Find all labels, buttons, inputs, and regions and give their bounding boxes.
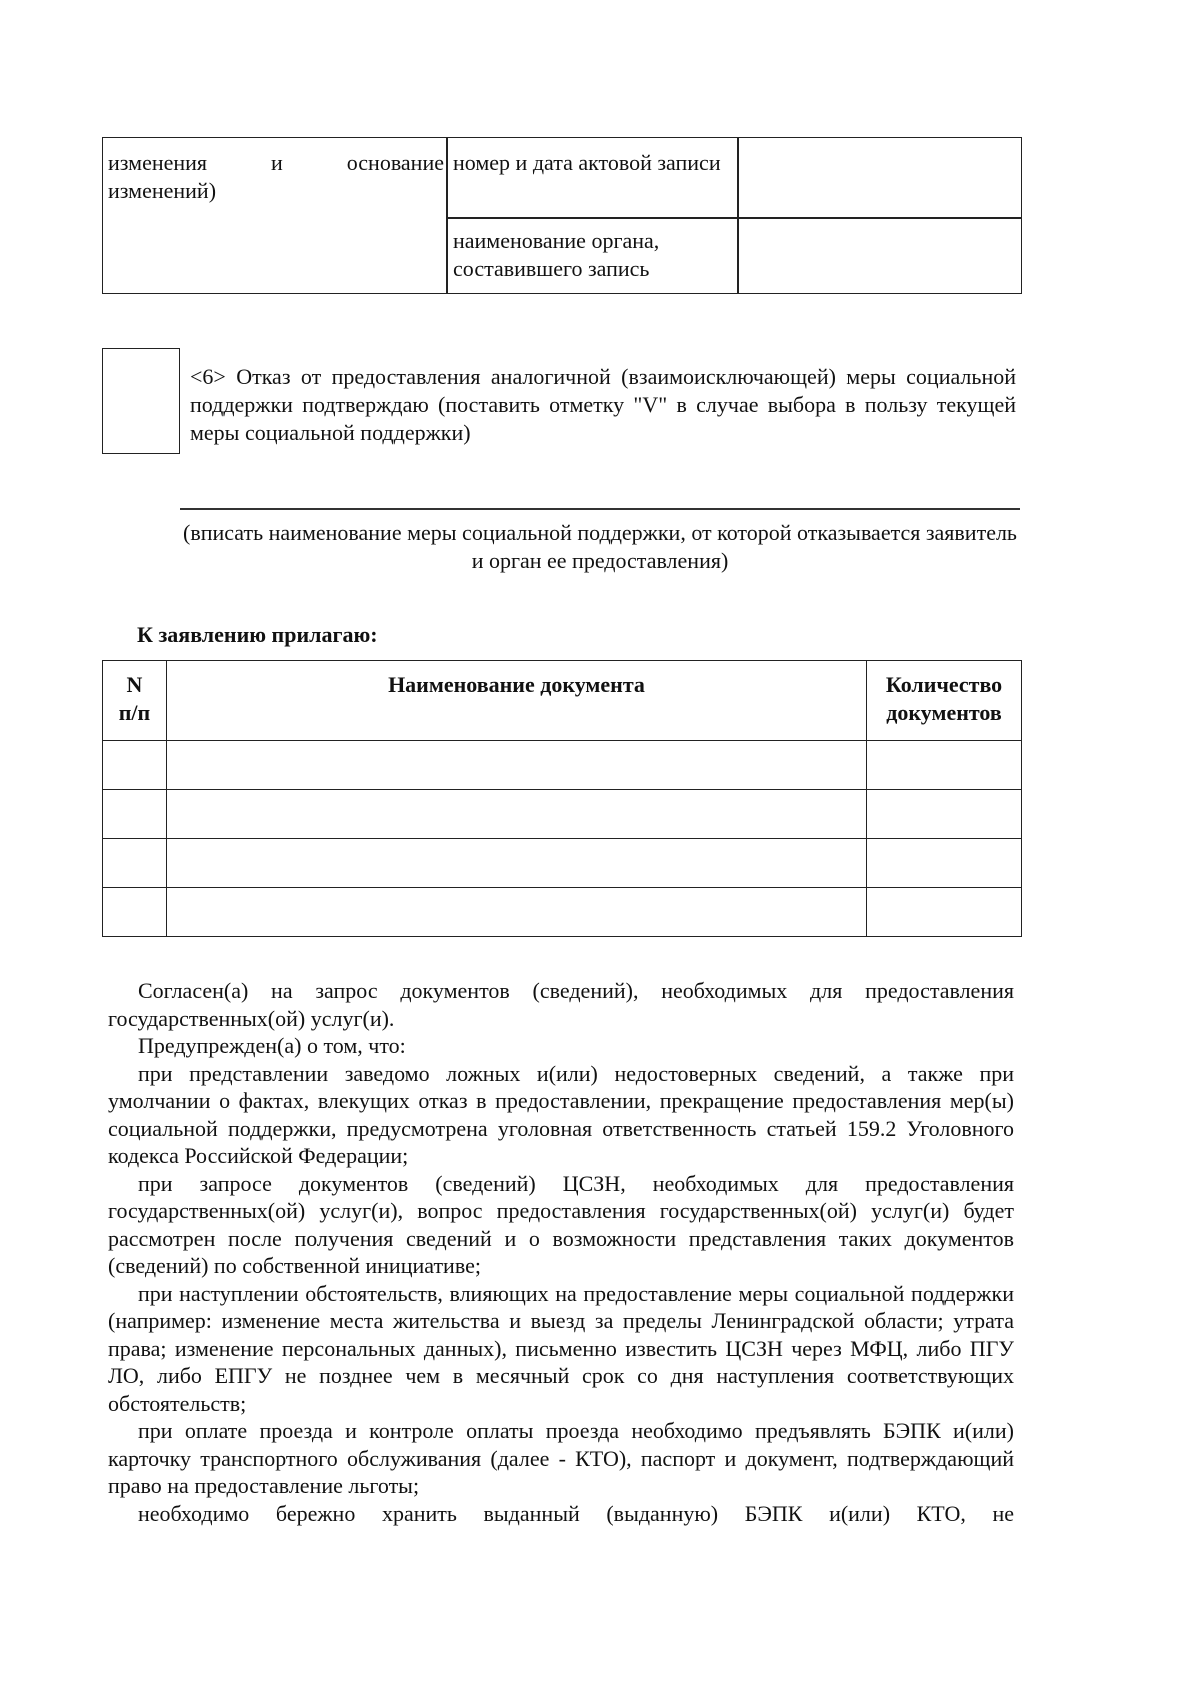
document-name-cell[interactable] bbox=[166, 839, 866, 888]
table-divider bbox=[446, 217, 1021, 219]
warning-paragraph: при запросе документов (сведений) ЦСЗН, необходимых для предоставления государственных(ой) услуг(и), вопрос предоставления государственных(ой) услуг(и) будет рассмотрен после получения сведений и о возможности представления таких документов (сведений) по собственной инициативе; bbox=[108, 1170, 1014, 1278]
table-header-row bbox=[103, 661, 1022, 741]
attachments-heading: К заявлению прилагаю: bbox=[137, 622, 378, 647]
document-name-cell[interactable] bbox=[166, 741, 866, 790]
row-number-cell[interactable] bbox=[103, 839, 167, 888]
warning-intro: Предупрежден(а) о том, что: bbox=[138, 1033, 406, 1058]
change-record-table bbox=[102, 137, 1022, 294]
table-row bbox=[103, 888, 1022, 937]
refusal-checkbox[interactable] bbox=[102, 348, 180, 454]
table-row bbox=[103, 839, 1022, 888]
refusal-caption: (вписать наименование меры социальной поддержки, от которой отказывается заявитель и орган ее предоставления) bbox=[183, 520, 1017, 573]
registry-office-label: наименование органа, составившего запись bbox=[453, 228, 660, 281]
table-divider bbox=[446, 138, 448, 293]
change-basis-word: и bbox=[271, 150, 283, 175]
refusal-fill-line[interactable] bbox=[180, 508, 1020, 510]
column-header-number-label: N п/п bbox=[118, 672, 151, 725]
change-basis-line2: изменений) bbox=[108, 178, 217, 203]
attachments-table bbox=[102, 660, 1022, 937]
consent-paragraph: Согласен(а) на запрос документов (сведений), необходимых для предоставления государственных(ой) услуг(и). bbox=[108, 978, 1014, 1031]
refusal-statement: <6> Отказ от предоставления аналогичной (взаимоисключающей) меры социальной поддержки подтверждаю (поставить отметку "V" в случае выбора в пользу текущей меры социальной поддержки) bbox=[190, 364, 1016, 445]
warning-paragraph: при оплате проезда и контроле оплаты проезда необходимо предъявлять БЭПК и(или) карточку транспортного обслуживания (далее - КТО), паспорт и документ, подтверждающий право на предоставление льготы; bbox=[108, 1418, 1014, 1498]
row-number-cell[interactable] bbox=[103, 741, 167, 790]
change-basis-cell bbox=[108, 149, 444, 205]
table-divider bbox=[737, 138, 739, 293]
column-header-count: Количество документов bbox=[867, 661, 1022, 741]
change-basis-word: основание bbox=[346, 150, 444, 175]
row-number-cell[interactable] bbox=[103, 888, 167, 937]
warning-paragraph: при наступлении обстоятельств, влияющих на предоставление меры социальной поддержки (например: изменение места жительства и выезд за пределы Ленинградской области; утрата права; изменение персональных данных), письменно известить ЦСЗН через МФЦ, либо ПГУ ЛО, либо ЕПГУ не позднее чем в месячный срок со дня наступления соответствующих обстоятельств; bbox=[108, 1280, 1014, 1416]
table-row bbox=[103, 790, 1022, 839]
document-count-cell[interactable] bbox=[867, 888, 1022, 937]
column-header-document-name: Наименование документа bbox=[166, 661, 866, 741]
document-count-cell[interactable] bbox=[867, 790, 1022, 839]
warning-paragraph: при представлении заведомо ложных и(или) недостоверных сведений, а также при умолчании о фактах, влекущих отказ в предоставлении, прекращение предоставления мер(ы) социальной поддержки, предусмотрена уголовная ответственность статьей 159.2 Уголовного кодекса Российской Федерации; bbox=[108, 1060, 1014, 1168]
document-name-cell[interactable] bbox=[166, 790, 866, 839]
column-header-number bbox=[103, 661, 167, 741]
record-number-label: номер и дата актовой записи bbox=[453, 150, 721, 175]
document-count-cell[interactable] bbox=[867, 839, 1022, 888]
consent-and-warnings bbox=[108, 977, 1014, 1527]
document-count-cell[interactable] bbox=[867, 741, 1022, 790]
document-name-cell[interactable] bbox=[166, 888, 866, 937]
change-basis-word: изменения bbox=[108, 150, 208, 175]
warning-paragraph: необходимо бережно хранить выданный (выданную) БЭПК и(или) КТО, не bbox=[138, 1500, 1014, 1526]
table-row bbox=[103, 741, 1022, 790]
row-number-cell[interactable] bbox=[103, 790, 167, 839]
